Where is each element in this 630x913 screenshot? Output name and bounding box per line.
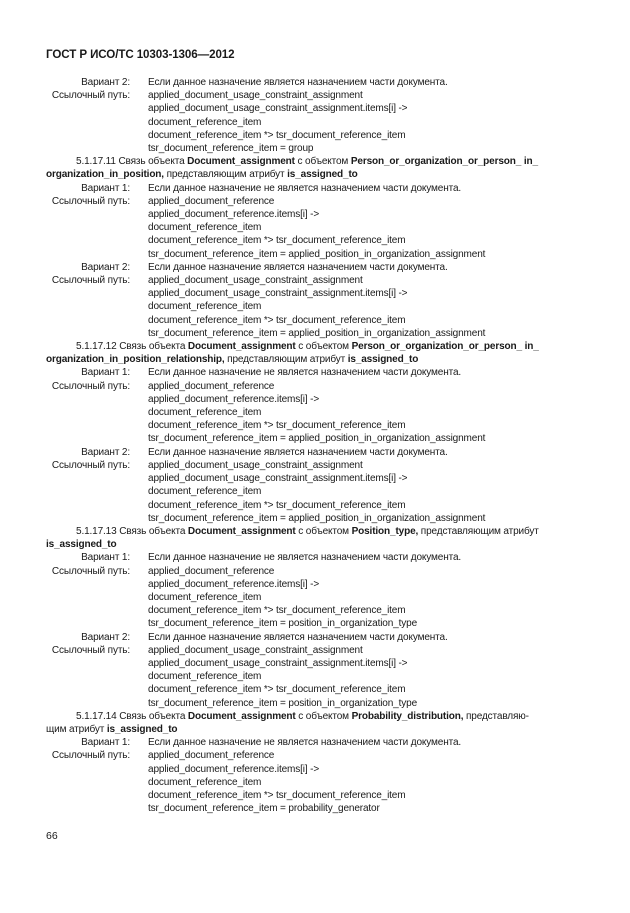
mapping-value: document_reference_item bbox=[148, 407, 262, 419]
heading-text bbox=[46, 538, 117, 551]
mapping-label: Вариант 2: bbox=[81, 446, 130, 458]
mapping-line bbox=[0, 683, 630, 696]
mapping-label: Вариант 2: bbox=[81, 77, 130, 88]
mapping-value: document_reference_item bbox=[148, 222, 262, 234]
mapping-line bbox=[0, 300, 630, 313]
heading-text-part: с объектом bbox=[294, 156, 351, 168]
heading-text-part: 5.1.17.12 Связь объекта bbox=[76, 341, 188, 353]
heading-term-bold: Document_assignment bbox=[187, 710, 296, 722]
section-heading-continuation bbox=[0, 353, 630, 366]
section-heading bbox=[0, 525, 630, 538]
page-header: ГОСТ Р ИСО/ТС 10303-1306—2012 bbox=[46, 48, 235, 61]
mapping-value: applied_document_usage_constraint_assignment bbox=[148, 275, 363, 287]
heading-text bbox=[46, 168, 358, 181]
mapping-line bbox=[0, 195, 630, 208]
mapping-line bbox=[0, 499, 630, 512]
mapping-line bbox=[0, 129, 630, 142]
heading-text-part: представляющим атрибут bbox=[163, 169, 288, 181]
heading-term-bold: Person_or_organization_or_person_ in_ bbox=[350, 156, 538, 168]
mapping-value: document_reference_item bbox=[148, 486, 262, 498]
heading-text bbox=[76, 340, 539, 353]
mapping-label: Ссылочный путь: bbox=[51, 565, 130, 577]
mapping-line bbox=[0, 670, 630, 683]
heading-term-bold: Document_assignment bbox=[187, 156, 295, 168]
mapping-line bbox=[0, 472, 630, 485]
mapping-value: applied_document_reference bbox=[148, 380, 275, 392]
mapping-line bbox=[0, 261, 630, 274]
mapping-line bbox=[0, 366, 630, 379]
heading-text bbox=[46, 723, 177, 736]
heading-text-part: представляющим атрибут bbox=[224, 354, 348, 366]
mapping-line bbox=[0, 512, 630, 525]
mapping-line bbox=[0, 142, 630, 155]
mapping-value: Если данное назначение является назначением части документа. bbox=[148, 77, 448, 88]
mapping-line bbox=[0, 591, 630, 604]
mapping-value: document_reference_item *> tsr_document_reference_item bbox=[148, 129, 406, 141]
mapping-label: Ссылочный путь: bbox=[51, 380, 130, 392]
mapping-value: document_reference_item *> tsr_document_reference_item bbox=[148, 235, 406, 247]
mapping-line bbox=[0, 76, 630, 89]
heading-text-part: представляю- bbox=[463, 710, 529, 722]
mapping-value: applied_document_usage_constraint_assignment bbox=[148, 459, 363, 471]
mapping-label: Ссылочный путь: bbox=[51, 275, 130, 287]
mapping-value: Если данное назначение не является назначением части документа. bbox=[148, 367, 462, 379]
mapping-line bbox=[0, 631, 630, 644]
heading-term-bold: organization_in_position_relationship, bbox=[46, 354, 225, 366]
mapping-value: Если данное назначение не является назначением части документа. bbox=[148, 737, 462, 749]
section-heading bbox=[0, 340, 630, 353]
heading-text-part: 5.1.17.14 Связь объекта bbox=[76, 710, 188, 722]
mapping-value: Если данное назначение является назначением части документа. bbox=[148, 261, 448, 273]
mapping-value: tsr_document_reference_item = position_in_organization_type bbox=[148, 697, 418, 709]
mapping-value: Если данное назначение является назначением части документа. bbox=[148, 631, 448, 643]
mapping-value: tsr_document_reference_item = applied_position_in_organization_assignment bbox=[148, 512, 486, 524]
mapping-value: document_reference_item *> tsr_document_reference_item bbox=[148, 684, 406, 696]
mapping-line bbox=[0, 419, 630, 432]
mapping-value: tsr_document_reference_item = probability_generator bbox=[148, 803, 380, 815]
heading-term-bold: Probability_distribution, bbox=[351, 710, 464, 722]
mapping-line bbox=[0, 327, 630, 340]
mapping-value: tsr_document_reference_item = applied_position_in_organization_assignment bbox=[148, 433, 486, 445]
mapping-value: document_reference_item bbox=[148, 301, 262, 313]
mapping-line bbox=[0, 234, 630, 247]
mapping-line bbox=[0, 749, 630, 762]
mapping-value: applied_document_usage_constraint_assignment.items[i] -> bbox=[148, 657, 408, 669]
heading-text-part: с объектом bbox=[295, 525, 352, 537]
heading-text-part: 5.1.17.13 Связь объекта bbox=[76, 525, 188, 537]
heading-text bbox=[76, 525, 539, 538]
heading-term-bold: is_assigned_to bbox=[287, 169, 358, 181]
section-heading bbox=[0, 155, 630, 168]
mapping-label: Ссылочный путь: bbox=[51, 459, 130, 471]
mapping-value: applied_document_reference.items[i] -> bbox=[148, 209, 320, 221]
mapping-value: applied_document_usage_constraint_assignment bbox=[148, 644, 363, 656]
document-body bbox=[0, 76, 630, 815]
mapping-line bbox=[0, 578, 630, 591]
section-heading-continuation bbox=[0, 538, 630, 551]
heading-text-part: щим атрибут bbox=[46, 723, 107, 735]
mapping-value: document_reference_item *> tsr_document_reference_item bbox=[148, 499, 406, 511]
mapping-line bbox=[0, 736, 630, 749]
mapping-line bbox=[0, 208, 630, 221]
heading-text bbox=[46, 353, 418, 366]
mapping-line bbox=[0, 432, 630, 445]
mapping-value: Если данное назначение не является назначением части документа. bbox=[148, 182, 462, 194]
mapping-value: applied_document_reference.items[i] -> bbox=[148, 393, 320, 405]
mapping-value: document_reference_item *> tsr_document_reference_item bbox=[148, 789, 406, 801]
mapping-line bbox=[0, 89, 630, 102]
heading-term-bold: Person_or_organization_or_person_ in_ bbox=[351, 341, 539, 353]
page-number: 66 bbox=[46, 830, 58, 842]
mapping-value: document_reference_item bbox=[148, 776, 262, 788]
heading-term-bold: is_assigned_to bbox=[46, 539, 117, 551]
heading-text-part: 5.1.17.11 Связь объекта bbox=[76, 156, 188, 168]
mapping-value: tsr_document_reference_item = position_in_organization_type bbox=[148, 618, 418, 630]
mapping-value: Если данное назначение не является назначением части документа. bbox=[148, 552, 462, 564]
mapping-line bbox=[0, 393, 630, 406]
mapping-value: tsr_document_reference_item = group bbox=[148, 143, 314, 155]
mapping-line bbox=[0, 565, 630, 578]
heading-term-bold: is_assigned_to bbox=[106, 723, 178, 735]
heading-term-bold: Document_assignment bbox=[187, 341, 296, 353]
heading-text bbox=[76, 155, 538, 168]
heading-text-part: с объектом bbox=[295, 341, 352, 353]
heading-term-bold: is_assigned_to bbox=[347, 354, 419, 366]
mapping-line bbox=[0, 604, 630, 617]
mapping-label: Вариант 1: bbox=[81, 552, 130, 564]
heading-term-bold: organization_in_position, bbox=[46, 169, 164, 181]
mapping-value: document_reference_item bbox=[148, 591, 262, 603]
mapping-line bbox=[0, 221, 630, 234]
mapping-value: applied_document_usage_constraint_assignment bbox=[148, 90, 363, 102]
mapping-line bbox=[0, 274, 630, 287]
mapping-line bbox=[0, 697, 630, 710]
mapping-line bbox=[0, 763, 630, 776]
mapping-line bbox=[0, 446, 630, 459]
heading-text-part: с объектом bbox=[295, 710, 352, 722]
heading-term-bold: Document_assignment bbox=[187, 525, 296, 537]
mapping-value: applied_document_reference bbox=[148, 195, 275, 207]
mapping-value: document_reference_item bbox=[148, 671, 262, 683]
mapping-line bbox=[0, 459, 630, 472]
mapping-value: tsr_document_reference_item = applied_position_in_organization_assignment bbox=[148, 248, 486, 260]
mapping-label: Вариант 2: bbox=[81, 261, 130, 273]
mapping-line bbox=[0, 380, 630, 393]
mapping-line bbox=[0, 182, 630, 195]
mapping-label: Вариант 2: bbox=[81, 631, 130, 643]
heading-term-bold: Position_type, bbox=[351, 525, 419, 537]
section-heading-continuation bbox=[0, 168, 630, 181]
mapping-line bbox=[0, 617, 630, 630]
mapping-value: document_reference_item *> tsr_document_reference_item bbox=[148, 605, 406, 617]
mapping-line bbox=[0, 406, 630, 419]
mapping-value: document_reference_item *> tsr_document_reference_item bbox=[148, 314, 406, 326]
mapping-value: tsr_document_reference_item = applied_position_in_organization_assignment bbox=[148, 327, 486, 339]
mapping-line bbox=[0, 248, 630, 261]
mapping-label: Ссылочный путь: bbox=[51, 750, 130, 762]
mapping-label: Вариант 1: bbox=[81, 182, 130, 194]
mapping-value: document_reference_item bbox=[148, 116, 262, 128]
mapping-value: applied_document_reference.items[i] -> bbox=[148, 578, 320, 590]
mapping-label: Ссылочный путь: bbox=[51, 90, 130, 102]
mapping-line bbox=[0, 644, 630, 657]
mapping-line bbox=[0, 116, 630, 129]
mapping-value: applied_document_usage_constraint_assignment.items[i] -> bbox=[148, 288, 408, 300]
section-heading bbox=[0, 710, 630, 723]
mapping-value: applied_document_reference.items[i] -> bbox=[148, 763, 320, 775]
mapping-value: applied_document_usage_constraint_assignment.items[i] -> bbox=[148, 103, 408, 115]
mapping-value: document_reference_item *> tsr_document_reference_item bbox=[148, 420, 406, 432]
mapping-line bbox=[0, 776, 630, 789]
mapping-line bbox=[0, 802, 630, 815]
mapping-line bbox=[0, 102, 630, 115]
mapping-value: applied_document_usage_constraint_assignment.items[i] -> bbox=[148, 473, 408, 485]
mapping-line bbox=[0, 287, 630, 300]
heading-text-part: представляющим атрибут bbox=[418, 525, 539, 537]
mapping-value: applied_document_reference bbox=[148, 565, 275, 577]
mapping-line bbox=[0, 789, 630, 802]
mapping-label: Ссылочный путь: bbox=[51, 195, 130, 207]
section-heading-continuation bbox=[0, 723, 630, 736]
mapping-line bbox=[0, 657, 630, 670]
heading-text bbox=[76, 710, 529, 723]
mapping-label: Ссылочный путь: bbox=[51, 644, 130, 656]
mapping-label: Вариант 1: bbox=[81, 737, 130, 749]
mapping-line bbox=[0, 485, 630, 498]
mapping-value: applied_document_reference bbox=[148, 750, 275, 762]
mapping-line bbox=[0, 314, 630, 327]
mapping-label: Вариант 1: bbox=[81, 367, 130, 379]
mapping-line bbox=[0, 551, 630, 564]
mapping-value: Если данное назначение является назначением части документа. bbox=[148, 446, 448, 458]
